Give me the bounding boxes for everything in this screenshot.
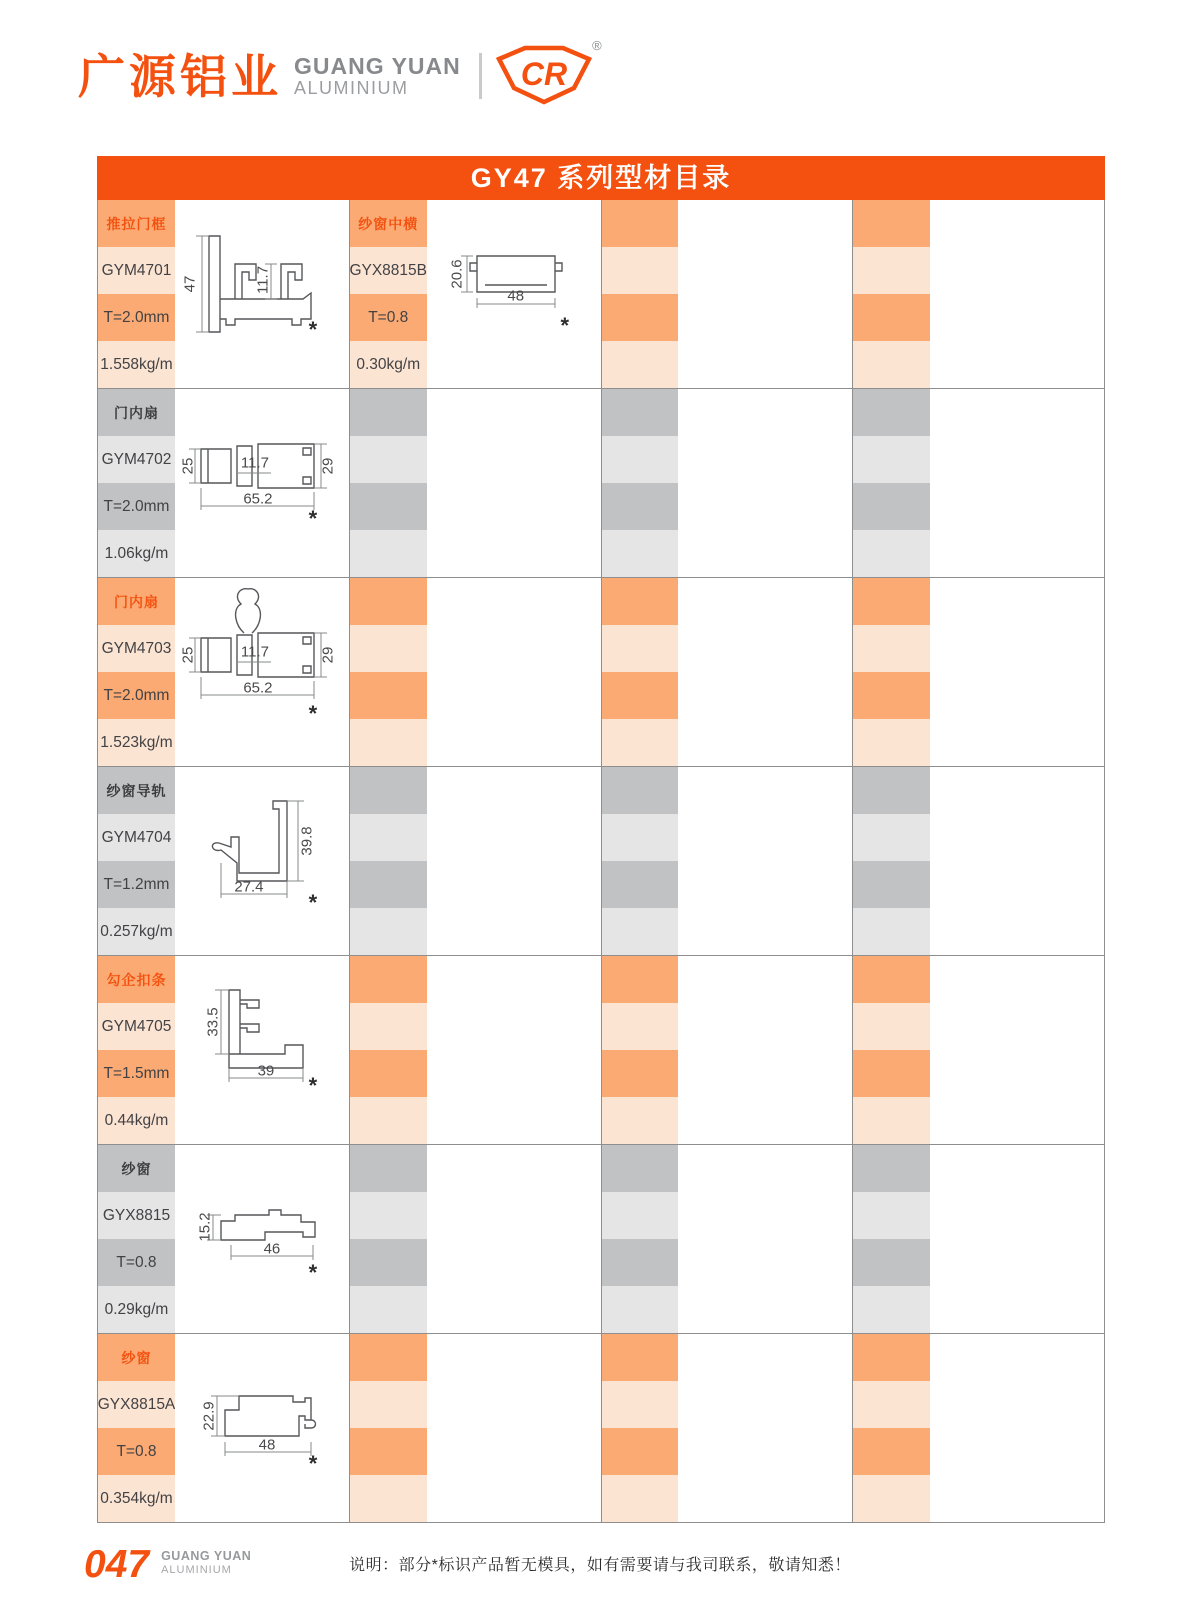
stripe-cell [602,1145,679,1192]
stripe-cell [602,341,679,388]
stripe-cell [602,578,679,625]
stripe-cell [350,1192,427,1239]
label-column [97,1145,175,1333]
stripe-cell [853,530,930,577]
label-column [97,200,175,388]
catalog-block [97,956,1105,1145]
label-column [852,767,930,955]
empty-drawing-cell [930,1334,1104,1522]
product-weight: 0.29kg/m [98,1286,175,1333]
stripe-cell [350,389,427,436]
dimension-label: 29 [319,457,337,475]
product-weight: 0.44kg/m [98,1097,175,1144]
label-column [601,767,679,955]
profile-drawing [175,578,349,766]
dimension-label: 65.2 [243,679,273,697]
logo-divider [479,53,482,99]
dimension-label: 25 [179,646,197,664]
profile-drawing [175,389,349,577]
dimension-label: 39 [257,1062,275,1080]
stripe-cell [602,1003,679,1050]
asterisk-mark: * [308,1260,318,1285]
profile-outline [175,578,349,766]
stripe-cell [853,1239,930,1286]
empty-drawing-cell [427,767,601,955]
stripe-cell [853,1381,930,1428]
asterisk-mark: * [308,1451,318,1476]
stripe-cell [853,1145,930,1192]
product-name: 纱窗 [98,1145,175,1192]
stripe-cell [853,1003,930,1050]
catalog-blocks [97,200,1105,1523]
dimension-label: 39.8 [298,826,316,856]
stripe-cell [853,1475,930,1522]
dimension-label: 48 [258,1436,276,1454]
empty-drawing-cell [930,578,1104,766]
stripe-cell [853,436,930,483]
catalog-block [97,389,1105,578]
profile-drawing [175,1334,349,1522]
stripe-cell [602,956,679,1003]
empty-drawing-cell [678,1145,852,1333]
stripe-cell [853,861,930,908]
stripe-cell [602,1239,679,1286]
brand-logo-chinese: 广源铝业 [78,49,282,103]
cr-badge-icon [496,38,602,108]
product-weight: 0.354kg/m [98,1475,175,1522]
catalog-block [97,767,1105,956]
dimension-label: 11.7 [240,643,269,661]
label-column [97,1334,175,1522]
label-column [349,1145,427,1333]
stripe-cell [853,908,930,955]
stripe-cell [350,1334,427,1381]
stripe-cell [853,719,930,766]
label-column [601,956,679,1144]
label-column [852,956,930,1144]
stripe-cell [602,1475,679,1522]
stripe-cell [350,1475,427,1522]
profile-drawing [175,1145,349,1333]
stripe-cell [602,389,679,436]
dimension-label: 33.5 [204,1007,222,1037]
stripe-cell [602,200,679,247]
stripe-cell [350,625,427,672]
dimension-label: 22.9 [200,1401,218,1431]
profile-outline [175,956,349,1144]
asterisk-mark: * [308,506,318,531]
stripe-cell [853,672,930,719]
stripe-cell [853,483,930,530]
dimension-label: 11.7 [240,454,269,472]
stripe-cell [853,814,930,861]
product-code: GYX8815 [98,1192,175,1239]
label-column [97,578,175,766]
dimension-label: 27.4 [234,878,264,896]
label-column [601,200,679,388]
asterisk-mark: * [308,701,318,726]
product-code: GYM4702 [98,436,175,483]
label-column [601,1334,679,1522]
stripe-cell [350,908,427,955]
product-thickness: T=1.5mm [98,1050,175,1097]
stripe-cell [853,625,930,672]
stripe-cell [853,578,930,625]
registered-mark: ® [592,38,602,53]
profile-drawing [175,956,349,1144]
dimension-label: 48 [507,287,525,305]
stripe-cell [602,908,679,955]
product-thickness: T=0.8 [98,1239,175,1286]
label-column [349,767,427,955]
empty-drawing-cell [678,1334,852,1522]
product-name: 勾企扣条 [98,956,175,1003]
stripe-cell [350,767,427,814]
catalog-block [97,1334,1105,1523]
empty-drawing-cell [427,1145,601,1333]
stripe-cell [602,1428,679,1475]
stripe-cell [350,861,427,908]
catalog-table [97,156,1105,1523]
stripe-cell [602,767,679,814]
stripe-cell [602,530,679,577]
label-column [852,578,930,766]
product-thickness: T=0.8 [98,1428,175,1475]
dimension-label: 65.2 [243,490,273,508]
label-column [349,578,427,766]
label-column [852,200,930,388]
stripe-cell [602,1286,679,1333]
footer-brand-name: GUANG YUAN [161,1549,252,1563]
stripe-cell [853,341,930,388]
stripe-cell [602,672,679,719]
product-thickness: T=2.0mm [98,672,175,719]
stripe-cell [853,1286,930,1333]
asterisk-mark: * [308,317,318,342]
label-column [601,578,679,766]
label-column [349,956,427,1144]
label-column [601,389,679,577]
asterisk-mark: * [308,1073,318,1098]
product-thickness: T=2.0mm [98,483,175,530]
stripe-cell [853,1192,930,1239]
product-code: GYM4701 [98,247,175,294]
stripe-cell [350,483,427,530]
label-column [852,1145,930,1333]
dimension-label: 20.6 [448,259,466,289]
empty-drawing-cell [930,956,1104,1144]
cr-badge-text: CR [520,56,567,92]
stripe-cell [853,1334,930,1381]
empty-drawing-cell [678,389,852,577]
dimension-label: 11.7 [254,265,272,295]
empty-drawing-cell [678,956,852,1144]
empty-drawing-cell [427,956,601,1144]
stripe-cell [350,956,427,1003]
catalog-block [97,1145,1105,1334]
empty-drawing-cell [930,389,1104,577]
stripe-cell [350,1145,427,1192]
product-weight: 0.257kg/m [98,908,175,955]
empty-drawing-cell [678,767,852,955]
stripe-cell [350,1428,427,1475]
stripe-cell [853,389,930,436]
empty-drawing-cell [678,578,852,766]
stripe-cell [350,672,427,719]
label-column [97,767,175,955]
page-number: 047 [84,1543,150,1586]
stripe-cell [853,1050,930,1097]
product-thickness: T=0.8 [350,294,427,341]
stripe-cell [853,294,930,341]
label-column [97,389,175,577]
product-weight: 1.06kg/m [98,530,175,577]
product-name: 推拉门框 [98,200,175,247]
product-weight: 1.523kg/m [98,719,175,766]
stripe-cell [350,530,427,577]
profile-outline [175,767,349,955]
label-column [349,389,427,577]
label-column [349,1334,427,1522]
brand-logo-english [294,54,461,97]
empty-drawing-cell [427,389,601,577]
empty-drawing-cell [427,578,601,766]
header [78,38,602,108]
asterisk-mark: * [308,890,318,915]
dimension-label: 47 [181,275,199,293]
profile-drawing [175,200,349,388]
label-column [852,389,930,577]
stripe-cell [602,1334,679,1381]
stripe-cell [350,1381,427,1428]
stripe-cell [853,247,930,294]
product-name: 门内扇 [98,578,175,625]
stripe-cell [602,1381,679,1428]
product-thickness: T=2.0mm [98,294,175,341]
brand-sub-en: ALUMINIUM [294,77,409,98]
label-column [349,200,427,388]
empty-drawing-cell [427,1334,601,1522]
stripe-cell [602,483,679,530]
profile-drawing [427,200,601,388]
stripe-cell [602,294,679,341]
stripe-cell [602,625,679,672]
series-title-bar: GY47 系列型材目录 [97,156,1105,200]
empty-drawing-cell [930,1145,1104,1333]
stripe-cell [853,1097,930,1144]
stripe-cell [853,956,930,1003]
product-name: 纱窗中横 [350,200,427,247]
product-weight: 0.30kg/m [350,341,427,388]
dimension-label: 29 [319,646,337,664]
dimension-label: 15.2 [196,1212,214,1242]
stripe-cell [350,1003,427,1050]
footer-brand-sub: ALUMINIUM [161,1563,232,1576]
empty-drawing-cell [930,200,1104,388]
product-code: GYM4705 [98,1003,175,1050]
dimension-label: 25 [179,457,197,475]
stripe-cell [350,578,427,625]
stripe-cell [602,719,679,766]
profile-outline [175,389,349,577]
stripe-cell [602,1097,679,1144]
stripe-cell [350,719,427,766]
catalog-block [97,200,1105,389]
stripe-cell [602,814,679,861]
stripe-cell [602,1192,679,1239]
empty-drawing-cell [678,200,852,388]
brand-name-en: GUANG YUAN [294,53,461,80]
label-column [97,956,175,1144]
dimension-label: 46 [263,1240,281,1258]
stripe-cell [602,247,679,294]
stripe-cell [350,436,427,483]
product-weight: 1.558kg/m [98,341,175,388]
stripe-cell [853,1428,930,1475]
stripe-cell [350,814,427,861]
stripe-cell [350,1050,427,1097]
stripe-cell [853,767,930,814]
stripe-cell [602,436,679,483]
stripe-cell [350,1097,427,1144]
product-code: GYX8815B [350,247,427,294]
stripe-cell [602,1050,679,1097]
product-name: 门内扇 [98,389,175,436]
stripe-cell [853,200,930,247]
label-column [601,1145,679,1333]
catalog-block [97,578,1105,767]
footer-note: 说明：部分*标识产品暂无模具，如有需要请与我司联系，敬请知悉！ [349,1557,851,1574]
product-name: 纱窗导轨 [98,767,175,814]
product-code: GYM4704 [98,814,175,861]
label-column [852,1334,930,1522]
stripe-cell [350,1286,427,1333]
product-code: GYM4703 [98,625,175,672]
product-name: 纱窗 [98,1334,175,1381]
profile-drawing [175,767,349,955]
product-thickness: T=1.2mm [98,861,175,908]
product-code: GYX8815A [98,1381,175,1428]
empty-drawing-cell [930,767,1104,955]
stripe-cell [602,861,679,908]
asterisk-mark: * [560,313,570,338]
footer [0,1540,1200,1610]
stripe-cell [350,1239,427,1286]
cr-badge-shape [496,44,592,108]
